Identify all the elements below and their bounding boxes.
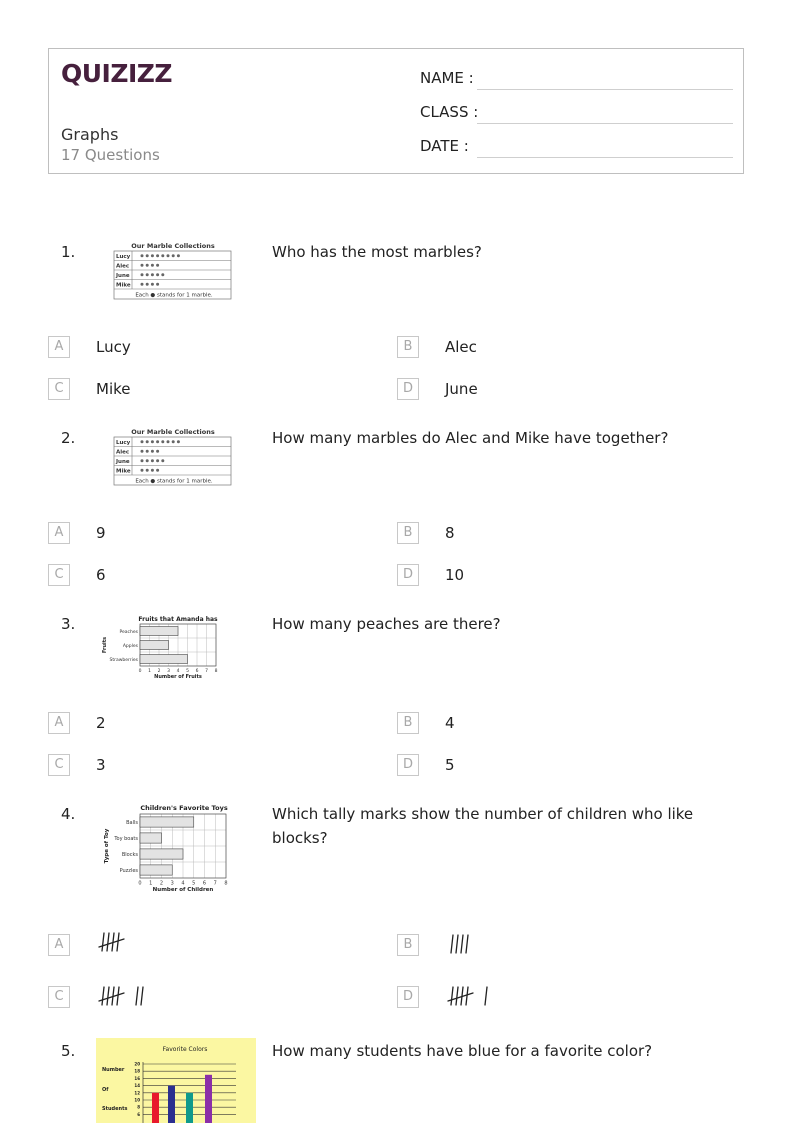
marble-dot [146, 264, 149, 267]
x-axis-label: Number of Children [152, 887, 214, 893]
marble-dot [151, 273, 154, 276]
x-tick-label: 6 [202, 880, 207, 887]
chart-title: Favorite Colors [162, 1046, 208, 1053]
question-number: 4. [61, 805, 76, 823]
tally-stroke [141, 987, 143, 1005]
quizizz-logo[interactable]: QUIZIZZ [61, 59, 173, 88]
bar [140, 833, 162, 843]
worksheet-header [48, 48, 744, 174]
pictograph-key: Each ● stands for 1 marble. [135, 478, 213, 485]
option-letter[interactable]: A [48, 934, 70, 956]
marble-dot [167, 254, 170, 257]
x-tick-label: 4 [176, 669, 180, 674]
tally-stroke [107, 987, 109, 1005]
tally-stroke [485, 987, 487, 1005]
tally-stroke [461, 935, 463, 953]
question-text: How many marbles do Alec and Mike have together? [272, 429, 669, 447]
tally-stroke [102, 933, 104, 951]
y-axis-label: Of [102, 1087, 109, 1093]
marble-dot [172, 440, 175, 443]
marble-dot [141, 469, 144, 472]
bar [140, 817, 194, 827]
option-text[interactable]: 4 [445, 714, 455, 732]
marble-pictograph [112, 239, 234, 303]
x-tick-label: 0 [138, 880, 142, 887]
x-tick-label: 5 [186, 669, 189, 674]
y-category-label: Apples [122, 643, 138, 649]
pictograph-title: Our Marble Collections [131, 242, 215, 250]
name-label: NAME : [420, 69, 474, 87]
marble-pictograph [112, 425, 234, 489]
option-letter[interactable]: A [48, 712, 70, 734]
option-text[interactable]: Mike [96, 380, 131, 398]
tally-stroke [107, 933, 109, 951]
marble-dot [156, 459, 159, 462]
option-text[interactable]: Lucy [96, 338, 131, 356]
class-label: CLASS : [420, 103, 479, 121]
pictograph-key: Each ● stands for 1 marble. [135, 292, 213, 299]
marble-dot [177, 254, 180, 257]
tally-marks[interactable] [96, 982, 166, 1012]
option-letter[interactable]: A [48, 522, 70, 544]
marble-dot [156, 440, 159, 443]
tally-stroke [117, 987, 119, 1005]
x-tick-label: 3 [170, 880, 174, 887]
tally-marks[interactable] [96, 928, 166, 958]
y-axis-label: Number [102, 1067, 125, 1073]
option-text[interactable]: 10 [445, 566, 465, 584]
option-text[interactable]: June [445, 380, 478, 398]
marble-dot [151, 440, 154, 443]
option-text[interactable]: Alec [445, 338, 477, 356]
pictograph-row-label: June [116, 459, 130, 465]
x-tick-label: 3 [167, 669, 170, 674]
colors-bar-chart [96, 1038, 256, 1123]
option-text[interactable]: 9 [96, 524, 106, 542]
pictograph-title: Our Marble Collections [131, 428, 215, 436]
bar [168, 1086, 175, 1123]
marble-dot [146, 459, 149, 462]
date-label: DATE : [420, 137, 469, 155]
marble-dot [151, 450, 154, 453]
marble-dot [146, 450, 149, 453]
x-tick-label: 6 [195, 669, 199, 674]
x-tick-label: 8 [224, 880, 228, 887]
x-tick-label: 4 [181, 880, 185, 887]
question-text: How many students have blue for a favorite color? [272, 1042, 653, 1060]
x-tick-label: 5 [192, 880, 196, 887]
marble-dot [156, 264, 159, 267]
option-letter[interactable]: D [397, 378, 419, 400]
marble-dot [146, 254, 149, 257]
marble-dot [141, 254, 144, 257]
bar [186, 1093, 193, 1123]
tally-stroke [456, 935, 458, 953]
tally-stroke [466, 987, 468, 1005]
option-letter[interactable]: C [48, 986, 70, 1008]
marble-dot [151, 469, 154, 472]
marble-dot [161, 254, 164, 257]
pictograph-row-label: June [116, 273, 130, 279]
marble-dot [151, 254, 154, 257]
marble-dot [172, 254, 175, 257]
bar [140, 627, 178, 636]
option-text[interactable]: 2 [96, 714, 106, 732]
option-letter[interactable]: D [397, 754, 419, 776]
y-tick-label: 16 [134, 1075, 140, 1081]
option-text[interactable]: 5 [445, 756, 455, 774]
y-category-label: Toy boats [114, 835, 138, 842]
pictograph-row-label: Alec [116, 263, 130, 270]
question-number: 1. [61, 243, 76, 261]
marble-dot [146, 469, 149, 472]
marble-dot [177, 440, 180, 443]
option-letter[interactable]: C [48, 378, 70, 400]
bar [140, 655, 188, 664]
marble-dot [156, 254, 159, 257]
marble-dot [141, 450, 144, 453]
chart-title: Children's Favorite Toys [140, 804, 228, 812]
marble-dot [151, 264, 154, 267]
y-axis-label: Type of Toy [104, 828, 110, 864]
option-letter[interactable]: D [397, 564, 419, 586]
pictograph-row-label: Alec [116, 449, 130, 456]
tally-stroke [117, 933, 119, 951]
marble-dot [146, 273, 149, 276]
tally-stroke [466, 935, 468, 953]
option-letter[interactable]: B [397, 522, 419, 544]
y-category-label: Blocks [121, 851, 138, 858]
marble-dot [161, 273, 164, 276]
y-category-label: Peaches [119, 629, 138, 635]
worksheet-title: Graphs [61, 125, 119, 144]
tally-stroke [451, 935, 453, 953]
marble-dot [141, 264, 144, 267]
x-axis-label: Number of Fruits [154, 674, 202, 680]
bar [140, 865, 172, 875]
question-number: 2. [61, 429, 76, 447]
y-tick-label: 18 [134, 1068, 140, 1074]
toys-bar-chart [100, 801, 234, 899]
x-tick-label: 7 [213, 880, 217, 887]
date-field [477, 157, 733, 158]
name-field [477, 89, 733, 90]
tally-stroke [102, 987, 104, 1005]
tally-stroke [451, 987, 453, 1005]
y-tick-label: 10 [134, 1097, 140, 1103]
class-field [477, 123, 733, 124]
marble-dot [156, 283, 159, 286]
pictograph-row-label: Lucy [116, 440, 131, 446]
tally-marks[interactable] [445, 930, 515, 960]
y-tick-label: 6 [137, 1111, 140, 1117]
option-letter[interactable]: C [48, 754, 70, 776]
marble-dot [146, 440, 149, 443]
chart-title: Fruits that Amanda has [138, 616, 218, 623]
marble-dot [161, 440, 164, 443]
x-tick-label: 1 [149, 880, 153, 887]
marble-dot [167, 440, 170, 443]
option-letter[interactable]: B [397, 934, 419, 956]
y-category-label: Balls [126, 819, 138, 826]
marble-dot [161, 459, 164, 462]
y-tick-label: 12 [134, 1090, 140, 1096]
marble-dot [156, 469, 159, 472]
option-text[interactable]: 3 [96, 756, 106, 774]
y-tick-label: 8 [137, 1104, 140, 1110]
x-tick-label: 8 [214, 669, 218, 674]
marble-dot [141, 273, 144, 276]
question-number: 3. [61, 615, 76, 633]
option-text[interactable]: 6 [96, 566, 106, 584]
marble-dot [141, 440, 144, 443]
question-text: Who has the most marbles? [272, 243, 482, 261]
y-axis-label: Students [102, 1106, 128, 1112]
question-count: 17 Questions [61, 146, 160, 164]
bar [140, 641, 169, 650]
option-letter[interactable]: B [397, 712, 419, 734]
bar [205, 1075, 212, 1123]
marble-dot [141, 459, 144, 462]
marble-dot [146, 283, 149, 286]
x-tick-label: 2 [159, 880, 164, 887]
option-letter[interactable]: B [397, 336, 419, 358]
marble-dot [156, 450, 159, 453]
pictograph-row-label: Mike [116, 282, 131, 289]
tally-stroke [456, 987, 458, 1005]
x-tick-label: 7 [205, 669, 208, 674]
tally-stroke [136, 987, 138, 1005]
marble-dot [151, 283, 154, 286]
option-letter[interactable]: C [48, 564, 70, 586]
bar [140, 849, 183, 859]
x-tick-label: 1 [148, 669, 151, 674]
tally-marks[interactable] [445, 982, 515, 1012]
marble-dot [156, 273, 159, 276]
option-text[interactable]: 8 [445, 524, 455, 542]
y-category-label: Puzzles [119, 867, 138, 874]
y-tick-label: 20 [134, 1061, 140, 1067]
y-category-label: Strawberries [109, 657, 138, 663]
pictograph-row-label: Lucy [116, 254, 131, 260]
question-text: Which tally marks show the number of children who like blocks? [272, 805, 694, 847]
y-axis-label: Fruits [102, 636, 108, 654]
option-letter[interactable]: D [397, 986, 419, 1008]
marble-dot [151, 459, 154, 462]
pictograph-row-label: Mike [116, 468, 131, 475]
marble-dot [141, 283, 144, 286]
bar [152, 1093, 159, 1123]
question-text: How many peaches are there? [272, 615, 501, 633]
y-tick-label: 14 [134, 1083, 140, 1089]
x-tick-label: 0 [138, 669, 142, 674]
question-number: 5. [61, 1042, 76, 1060]
fruits-bar-chart [100, 613, 224, 687]
option-letter[interactable]: A [48, 336, 70, 358]
x-tick-label: 2 [157, 669, 161, 674]
